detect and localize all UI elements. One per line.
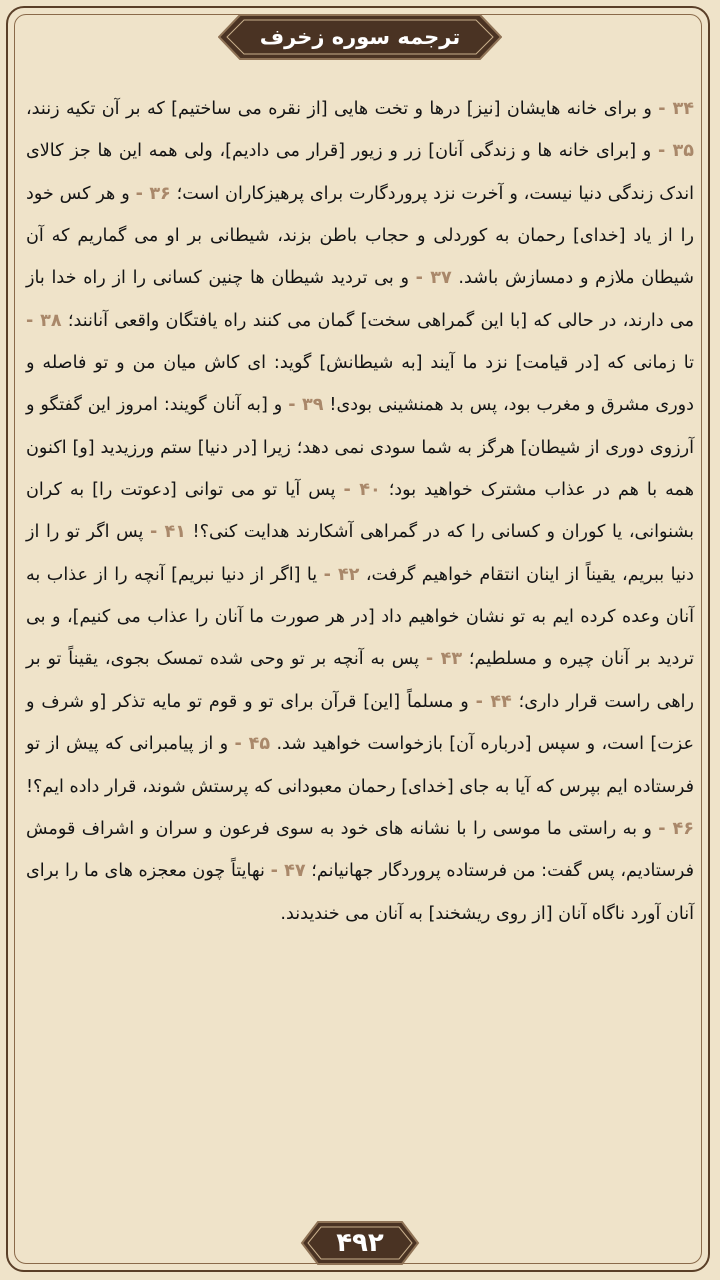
surah-title-banner	[218, 14, 502, 60]
verse-text: و بی تردید شیطان ها چنین کسانی را از راه خدا باز می دارند، در حالی که [با این گمراهی سخت] گمان می کنند راه یافتگان واقعی آنانند؛	[26, 268, 695, 331]
verse-number: ۴۳ -	[425, 649, 463, 670]
verse-text: یا [اگر از دنیا نبریم] آنچه را از عذاب به آنان وعده کرده ایم به تو نشان خواهیم داد [در هر صورت ما آنان را عذاب می کنیم]، و بی تردید بر آنان چیره و مسلطیم؛	[26, 564, 694, 670]
verse-number: ۴۵ -	[234, 734, 271, 755]
page-number-badge	[300, 1220, 420, 1266]
verse-number: ۳۵ -	[657, 141, 694, 162]
verse-text: و به راستی ما موسی را با نشانه های خود به سوی فرعون و سران و اشراف قومش فرستادیم، پس گفت: من فرستاده پروردگار جهانیانم؛	[26, 818, 694, 882]
verse-text: تا زمانی که [در قیامت] نزد ما آیند [به شیطانش] گوید: ای کاش میان من و تو فاصله و دوری مشرق و مغرب بود، پس بد همنشینی بودی!	[26, 353, 694, 416]
verse-number: ۳۹ -	[288, 395, 324, 416]
verse-number: ۳۴ -	[658, 99, 694, 119]
verse-number: ۴۰ -	[343, 480, 381, 501]
verse-text: پس به آنچه بر تو وحی شده تمسک بجوی، یقیناً تو بر راهی راست قرار داری؛	[26, 649, 694, 712]
verse-text: و [به آنان گویند: امروز این گفتگو و آرزوی دوری از شیطان] هرگز به شما سودی نمی دهد؛ زیرا [در دنیا] ستم ورزیدید [و] اکنون همه با هم در عذاب مشترک خواهید بود؛	[26, 395, 694, 501]
verse-text: و برای خانه هایشان [نیز] درها و تخت هایی [از نقره می ساختیم] که بر آن تکیه زنند،	[26, 99, 659, 119]
verse-number: ۳۷ -	[415, 268, 452, 289]
page-number: ۴۹۲	[336, 1228, 384, 1258]
verse-text: پس آیا تو می توانی [دعوتت را] به کران بشنوانی، یا کوران و کسانی را که در گمراهی آشکارند هدایت کنی؟!	[26, 480, 694, 543]
page-title: ترجمه سوره زخرف	[259, 25, 461, 49]
verse-number: ۴۲ -	[323, 564, 360, 585]
verse-text: نهایتاً چون معجزه های ما را برای آنان آورد ناگاه آنان [از روی ریشخند] به آنان می خندیدند.	[26, 861, 694, 924]
verse-number: ۴۷ -	[270, 861, 306, 882]
verse-number: ۴۴ -	[475, 691, 512, 712]
verse-number: ۳۶ -	[135, 183, 171, 204]
verse-number: ۳۸ -	[26, 310, 62, 331]
translation-text	[26, 88, 694, 1208]
verse-number: ۴۶ -	[658, 818, 694, 839]
verse-text: و هر کس خود را از یاد [خدای] رحمان به کوردلی و حجاب باطن بزند، شیطانی بر او می گماریم که آن شیطان ملازم و دمسازش باشد.	[26, 183, 694, 289]
verse-text: و از پیامبرانی که پیش از تو فرستاده ایم بپرس که آیا به جای [خدای] رحمان معبودانی که پرستش شوند، قرار داده ایم؟!	[26, 734, 694, 797]
verse-text: پس اگر تو را از دنیا ببریم، یقیناً از اینان انتقام خواهیم گرفت،	[26, 522, 695, 585]
verse-text: و مسلماً [این] قرآن برای تو و قوم تو مایه تذکر [و شرف و عزت] است، و سپس [درباره آن] بازخواست خواهید شد.	[26, 691, 694, 755]
verse-number: ۴۱ -	[150, 522, 186, 543]
verse-text: و [برای خانه ها و زندگی آنان] زر و زیور [قرار می دادیم]، ولی همه این ها جز کالای اندک زندگی دنیا نیست، و آخرت نزد پروردگارت برای پرهیزکاران است؛	[26, 141, 694, 204]
